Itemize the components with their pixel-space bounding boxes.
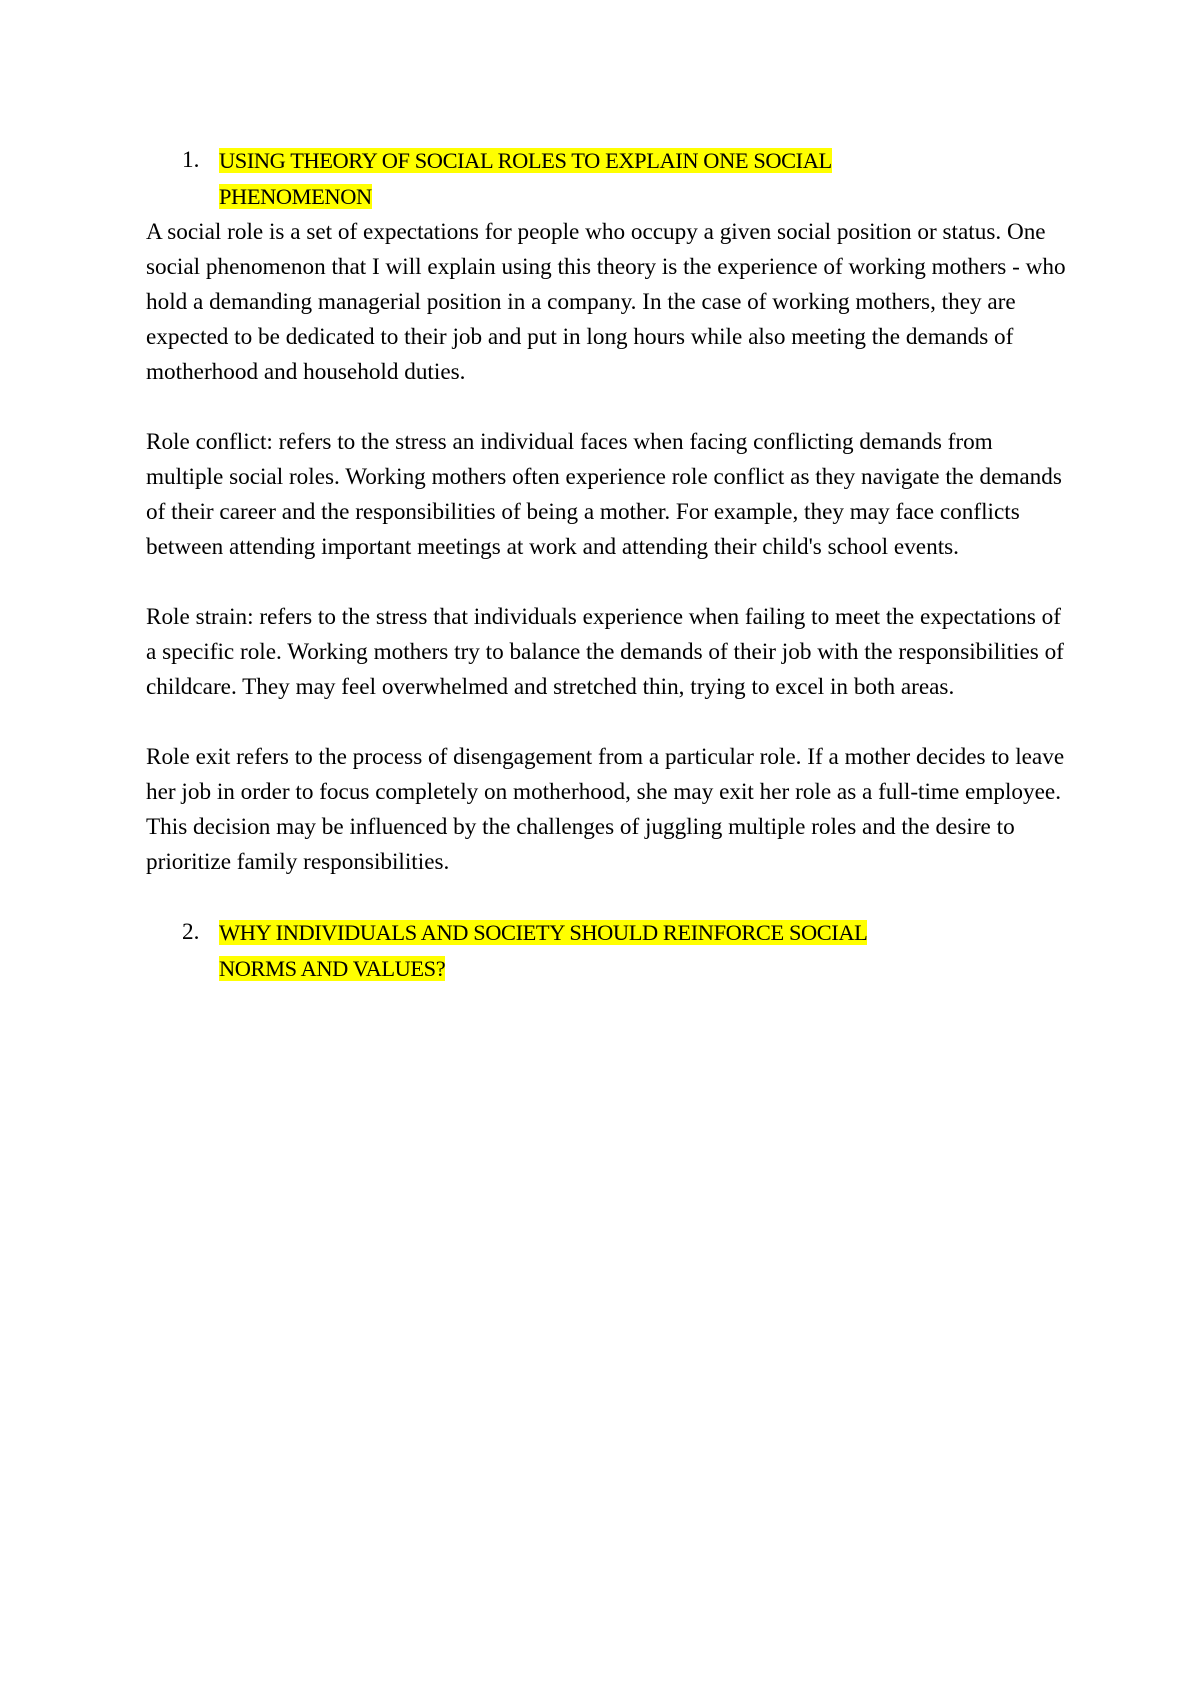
document-body [146, 143, 1066, 987]
paragraph-gap [146, 565, 1066, 600]
paragraph-intro: A social role is a set of expectations for people who occupy a given social position or status. One social phenomenon that I will explain using this theory is the experience of working mothers - who hold a demanding managerial position in a company. In the case of working mothers, they are expected to be dedicated to their job and put in long hours while also meeting the demands of motherhood and household duties. [146, 219, 1066, 385]
paragraph-role-strain: Role strain: refers to the stress that individuals experience when failing to meet the expectations of a specific role. Working mothers try to balance the demands of their job with the responsibilities of childcare. They may feel overwhelmed and stretched thin, trying to excel in both areas. [146, 604, 1064, 700]
section-heading-2 [146, 915, 1066, 987]
paragraph-gap [146, 880, 1066, 915]
section-heading-text: PHENOMENON [219, 184, 372, 209]
section-heading-text: WHY INDIVIDUALS AND SOCIETY SHOULD REINFORCE SOCIAL [219, 920, 868, 945]
paragraph-role-conflict: Role conflict: refers to the stress an individual faces when facing conflicting demands from multiple social roles. Working mothers often experience role conflict as they navigate the demands of their career and the responsibilities of being a mother. For example, they may face conflicts between attending important meetings at work and attending their child's school events. [146, 429, 1062, 560]
section-heading-text: NORMS AND VALUES? [219, 956, 446, 981]
paragraph-role-exit: Role exit refers to the process of disengagement from a particular role. If a mother decides to leave her job in order to focus completely on motherhood, she may exit her role as a full-time employee. This decision may be influenced by the challenges of juggling multiple roles and the desire to prioritize family responsibilities. [146, 744, 1065, 875]
section-heading-1 [146, 143, 1066, 215]
section-number: 2. [182, 919, 200, 945]
paragraph-gap [146, 705, 1066, 740]
paragraph-gap [146, 390, 1066, 425]
section-heading-text: USING THEORY OF SOCIAL ROLES TO EXPLAIN ONE SOCIAL [219, 148, 832, 173]
section-number: 1. [182, 147, 200, 173]
